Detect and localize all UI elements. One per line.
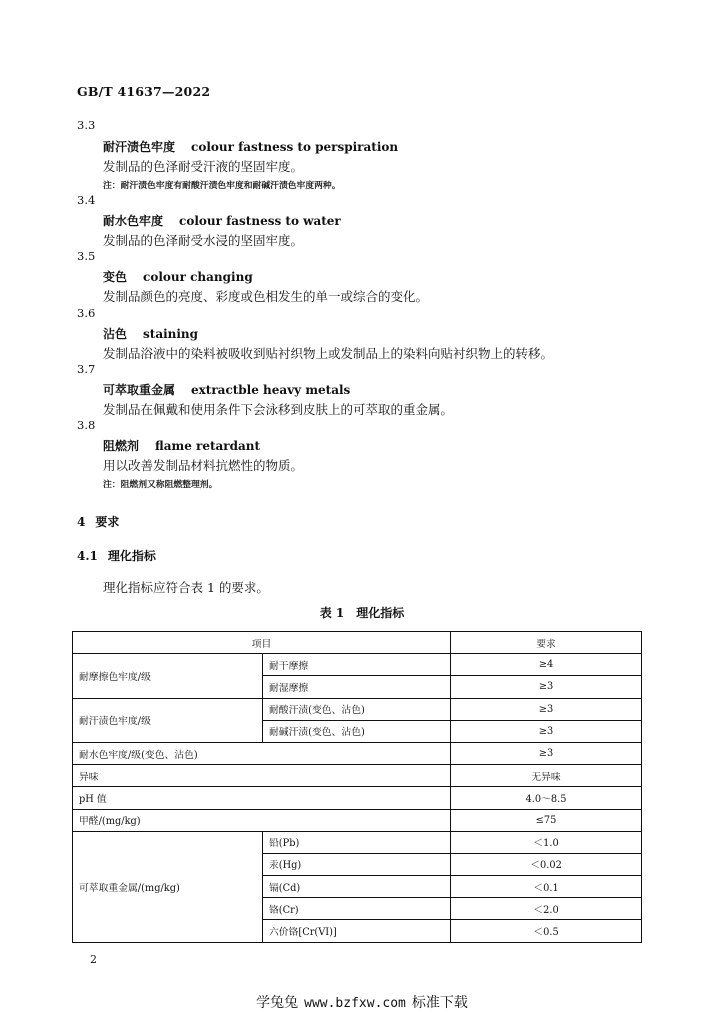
- table-caption: [0, 604, 724, 621]
- term-en: flame retardant: [155, 439, 261, 453]
- term-zh: 耐水色牢度: [103, 214, 164, 228]
- footer-site-name: 学兔兔: [256, 995, 299, 1011]
- term-definition: 用以改善发制品材料抗燃性的物质。: [103, 458, 304, 473]
- requirement-cell: ≥3: [451, 698, 642, 720]
- requirement-cell: ＜0.02: [451, 853, 642, 875]
- watermark-footer: [0, 992, 724, 1012]
- table-row: [73, 765, 642, 787]
- term-number: 3.3: [77, 118, 96, 132]
- footer-url[interactable]: www.bzfxw.com: [304, 996, 406, 1011]
- requirement-cell: ≥3: [451, 720, 642, 742]
- term-en: staining: [143, 327, 199, 341]
- group-rubbing: 耐摩擦色牢度/级: [73, 654, 263, 698]
- standard-code: GB/T 41637—2022: [77, 84, 211, 99]
- group-perspiration: 耐汗渍色牢度/级: [73, 698, 263, 742]
- section-heading: [77, 513, 119, 530]
- term-definition: 发制品的色泽耐受水浸的坚固牢度。: [103, 233, 304, 248]
- term-title: [103, 138, 398, 155]
- table-row: [73, 831, 642, 853]
- term-title: [103, 437, 260, 454]
- subsection-body: 理化指标应符合表 1 的要求。: [103, 580, 269, 595]
- item-cell: 铅(Pb): [263, 831, 451, 853]
- term-definition: 发制品在佩戴和使用条件下会泳移到皮肤上的可萃取的重金属。: [103, 402, 454, 417]
- footer-label: 标准下载: [411, 995, 468, 1011]
- term-number: 3.6: [77, 306, 96, 320]
- term-title: [103, 212, 341, 229]
- term-zh: 可萃取重金属: [103, 383, 176, 397]
- term-number: 3.7: [77, 362, 96, 376]
- requirement-cell: ≥3: [451, 676, 642, 698]
- term-en: extractble heavy metals: [191, 383, 351, 397]
- page-number: 2: [90, 953, 97, 966]
- header-item: 项目: [73, 632, 451, 654]
- item-cell: 六价铬[Cr(VI)]: [263, 920, 451, 942]
- item-cell: 异味: [73, 765, 451, 787]
- requirements-table: [72, 631, 642, 943]
- section-number: 4: [77, 515, 86, 529]
- item-cell: 耐湿摩擦: [263, 676, 451, 698]
- item-cell: 汞(Hg): [263, 853, 451, 875]
- header-requirement: 要求: [451, 632, 642, 654]
- table-caption-number: 表 1: [319, 606, 345, 620]
- term-note: 注：阻燃剂又称阻燃整理剂。: [103, 480, 218, 490]
- term-definition: 发制品颜色的亮度、彩度或色相发生的单一或综合的变化。: [103, 289, 429, 304]
- item-cell: 铬(Cr): [263, 898, 451, 920]
- term-number: 3.5: [77, 249, 96, 263]
- subsection-heading: [77, 547, 156, 564]
- subsection-number: 4.1: [77, 549, 98, 563]
- item-cell: 耐碱汗渍(变色、沾色): [263, 720, 451, 742]
- table-row: [73, 698, 642, 720]
- table-header-row: [73, 632, 642, 654]
- term-definition: 发制品的色泽耐受汗液的坚固牢度。: [103, 159, 304, 174]
- table-row: [73, 809, 642, 831]
- group-heavy-metals: 可萃取重金属/(mg/kg): [73, 831, 263, 942]
- term-title: [103, 381, 350, 398]
- table-row: [73, 787, 642, 809]
- item-cell: 耐酸汗渍(变色、沾色): [263, 698, 451, 720]
- table-row: [73, 742, 642, 764]
- requirement-cell: ＜0.1: [451, 876, 642, 898]
- item-cell: 耐干摩擦: [263, 654, 451, 676]
- term-zh: 耐汗渍色牢度: [103, 140, 176, 154]
- item-cell: 镉(Cd): [263, 876, 451, 898]
- term-number: 3.4: [77, 193, 96, 207]
- requirement-cell: ≤75: [451, 809, 642, 831]
- item-cell: 耐水色牢度/级(变色、沾色): [73, 742, 451, 764]
- term-definition: 发制品浴液中的染料被吸收到贴衬织物上或发制品上的染料向贴衬织物上的转移。: [103, 346, 554, 361]
- term-title: [103, 268, 253, 285]
- requirement-cell: ＜1.0: [451, 831, 642, 853]
- subsection-title: 理化指标: [107, 549, 156, 563]
- requirement-cell: ≥4: [451, 654, 642, 676]
- requirement-cell: ＜0.5: [451, 920, 642, 942]
- term-note: 注：耐汗渍色牢度有耐酸汗渍色牢度和耐碱汗渍色牢度两种。: [103, 181, 341, 191]
- table-row: [73, 654, 642, 676]
- term-zh: 变色: [103, 270, 128, 284]
- requirement-cell: 无异味: [451, 765, 642, 787]
- term-en: colour changing: [143, 270, 253, 284]
- term-zh: 沾色: [103, 327, 128, 341]
- requirement-cell: ＜2.0: [451, 898, 642, 920]
- item-cell: pH 值: [73, 787, 451, 809]
- item-cell: 甲醛/(mg/kg): [73, 809, 451, 831]
- term-en: colour fastness to water: [179, 214, 341, 228]
- term-number: 3.8: [77, 418, 96, 432]
- requirement-cell: ≥3: [451, 742, 642, 764]
- term-title: [103, 325, 198, 342]
- term-zh: 阻燃剂: [103, 439, 140, 453]
- requirement-cell: 4.0～8.5: [451, 787, 642, 809]
- table-caption-title: 理化指标: [356, 606, 405, 620]
- term-en: colour fastness to perspiration: [191, 140, 399, 154]
- section-title: 要求: [95, 515, 120, 529]
